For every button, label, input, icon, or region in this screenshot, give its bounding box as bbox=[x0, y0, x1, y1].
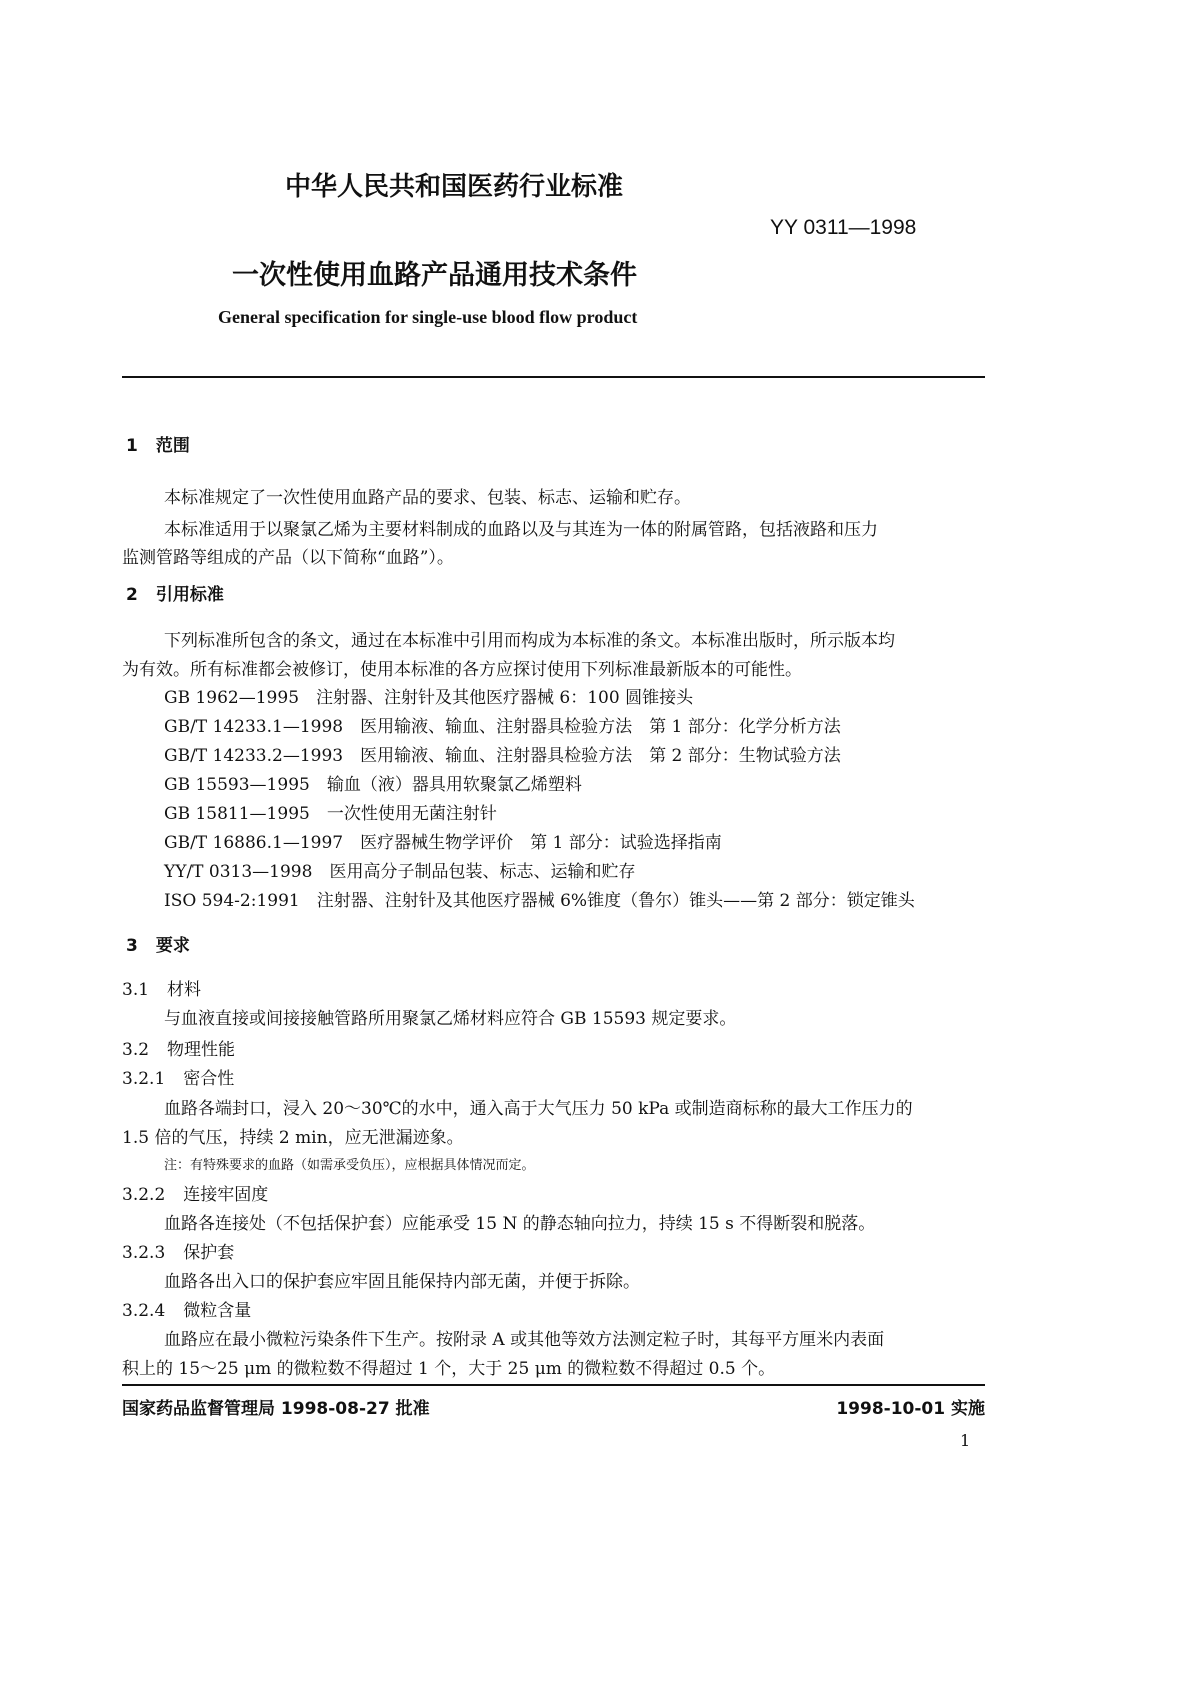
subsection-title: 微粒含量 bbox=[183, 1301, 252, 1321]
section-number: 1 bbox=[126, 436, 138, 456]
section-title: 要求 bbox=[155, 936, 190, 956]
subsection-number: 3.2.4 bbox=[122, 1301, 166, 1321]
subsection-3-2-3-heading bbox=[122, 1238, 234, 1263]
subsection-3-1-heading bbox=[122, 975, 201, 1000]
section-title: 范围 bbox=[155, 436, 190, 456]
subsection-3-2-2-heading bbox=[122, 1180, 268, 1205]
section-title: 引用标准 bbox=[155, 585, 224, 605]
section-2-heading bbox=[126, 580, 224, 605]
section-number: 2 bbox=[126, 585, 138, 605]
subsection-number: 3.2 bbox=[122, 1040, 150, 1060]
reference-item: GB/T 14233.1—1998 医用输液、输血、注射器具检验方法 第 1 部分：化学分析方法 bbox=[164, 717, 841, 737]
document-title-en: General specification for single-use blood flow product bbox=[218, 307, 638, 327]
reference-item: GB/T 14233.2—1993 医用输液、输血、注射器具检验方法 第 2 部分：生物试验方法 bbox=[164, 746, 841, 766]
section-1-heading bbox=[126, 431, 190, 456]
subsection-number: 3.1 bbox=[122, 980, 150, 1000]
header-rule bbox=[122, 376, 985, 378]
paragraph: 积上的 15～25 μm 的微粒数不得超过 1 个，大于 25 μm 的微粒数不得超过 0.5 个。 bbox=[122, 1359, 776, 1379]
paragraph: 血路各连接处（不包括保护套）应能承受 15 N 的静态轴向拉力，持续 15 s 不得断裂和脱落。 bbox=[164, 1214, 876, 1234]
reference-item: GB/T 16886.1—1997 医疗器械生物学评价 第 1 部分：试验选择指南 bbox=[164, 833, 722, 853]
paragraph: 为有效。所有标准都会被修订，使用本标准的各方应探讨使用下列标准最新版本的可能性。 bbox=[122, 660, 802, 680]
standard-number: YY 0311—1998 bbox=[770, 216, 917, 239]
section-3-heading bbox=[126, 931, 190, 956]
org-title: 中华人民共和国医药行业标准 bbox=[285, 172, 624, 202]
paragraph: 本标准适用于以聚氯乙烯为主要材料制成的血路以及与其连为一体的附属管路，包括液路和压力 bbox=[164, 520, 878, 540]
paragraph: 监测管路等组成的产品（以下简称“血路”）。 bbox=[122, 548, 454, 568]
reference-item: GB 1962—1995 注射器、注射针及其他医疗器械 6：100 圆锥接头 bbox=[164, 688, 694, 708]
paragraph: 本标准规定了一次性使用血路产品的要求、包装、标志、运输和贮存。 bbox=[164, 488, 691, 508]
subsection-title: 保护套 bbox=[183, 1243, 235, 1263]
subsection-number: 3.2.2 bbox=[122, 1185, 166, 1205]
reference-item: GB 15811—1995 一次性使用无菌注射针 bbox=[164, 804, 497, 824]
reference-item: GB 15593—1995 输血（液）器具用软聚氯乙烯塑料 bbox=[164, 775, 582, 795]
footer-rule bbox=[122, 1384, 985, 1386]
subsection-3-2-4-heading bbox=[122, 1296, 251, 1321]
paragraph: 血路应在最小微粒污染条件下生产。按附录 A 或其他等效方法测定粒子时，其每平方厘米内表面 bbox=[164, 1330, 885, 1350]
subsection-number: 3.2.1 bbox=[122, 1069, 166, 1089]
effective-date: 1998-10-01 实施 bbox=[836, 1399, 985, 1419]
paragraph: 1.5 倍的气压，持续 2 min，应无泄漏迹象。 bbox=[122, 1128, 464, 1148]
paragraph: 血路各出入口的保护套应牢固且能保持内部无菌，并便于拆除。 bbox=[164, 1272, 640, 1292]
approval-line: 国家药品监督管理局 1998-08-27 批准 bbox=[122, 1399, 430, 1419]
note: 注：有特殊要求的血路（如需承受负压），应根据具体情况而定。 bbox=[164, 1158, 535, 1173]
subsection-number: 3.2.3 bbox=[122, 1243, 166, 1263]
reference-item: ISO 594-2:1991 注射器、注射针及其他医疗器械 6%锥度（鲁尔）锥头——第 2 部分：锁定锥头 bbox=[164, 891, 915, 911]
paragraph: 血路各端封口，浸入 20～30℃的水中，通入高于大气压力 50 kPa 或制造商标称的最大工作压力的 bbox=[164, 1099, 913, 1119]
subsection-title: 连接牢固度 bbox=[183, 1185, 269, 1205]
reference-item: YY/T 0313—1998 医用高分子制品包装、标志、运输和贮存 bbox=[164, 862, 636, 882]
document-title-cn: 一次性使用血路产品通用技术条件 bbox=[232, 260, 637, 291]
subsection-title: 材料 bbox=[167, 980, 202, 1000]
subsection-3-2-heading bbox=[122, 1035, 235, 1060]
subsection-3-2-1-heading bbox=[122, 1064, 234, 1089]
paragraph: 与血液直接或间接接触管路所用聚氯乙烯材料应符合 GB 15593 规定要求。 bbox=[164, 1009, 737, 1029]
page-number: 1 bbox=[960, 1431, 971, 1450]
subsection-title: 密合性 bbox=[183, 1069, 235, 1089]
paragraph: 下列标准所包含的条文，通过在本标准中引用而构成为本标准的条文。本标准出版时，所示版本均 bbox=[164, 631, 895, 651]
section-number: 3 bbox=[126, 936, 138, 956]
subsection-title: 物理性能 bbox=[167, 1040, 236, 1060]
